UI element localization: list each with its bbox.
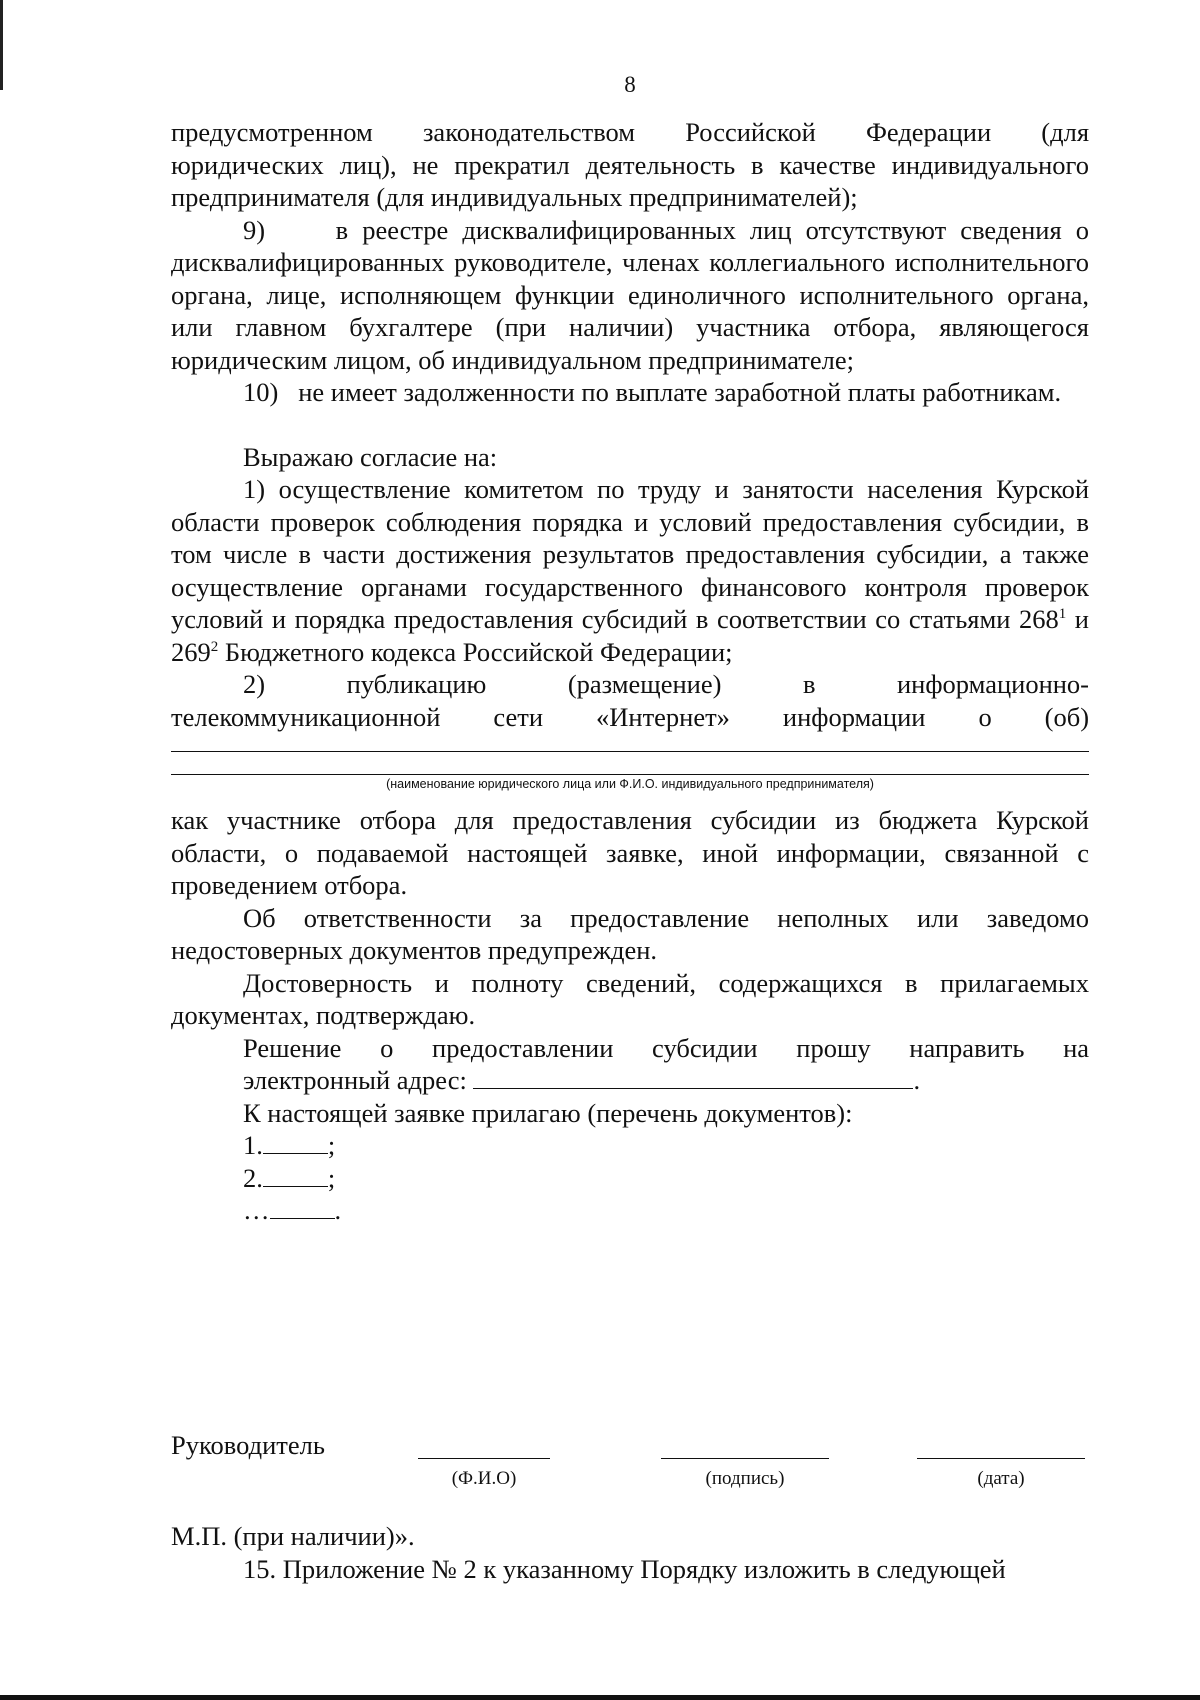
decision-word: направить — [909, 1032, 1025, 1063]
email-line — [171, 1064, 1089, 1097]
name-fill-line-2[interactable] — [171, 774, 1089, 775]
consent-word: о — [978, 701, 992, 732]
consent-word: информационно- — [896, 669, 1090, 699]
condition-text: в реестре дисквалифицированных лиц отсутствуют сведения о дисквалифицированных руководителе, членах коллегиального исполнительного органа, лице, исполняющем функции единоличного исполнительного органа, или главном бухгалтере (при наличии) участника отбора, являющегося юридическим лицом, об индивидуальном предпринимателе; — [171, 214, 1089, 375]
attachment-fill-line[interactable] — [263, 1129, 328, 1154]
decision-word: субсидии — [652, 1032, 758, 1063]
consent-word: публикацию — [346, 669, 487, 699]
name-field-caption: (наименование юридического лица или Ф.И.О. индивидуального предпринимателя) — [386, 777, 874, 791]
attachment-suffix: ; — [327, 1162, 336, 1193]
attachment-item — [171, 1129, 1089, 1162]
consent-item-2-line-2 — [171, 701, 1089, 734]
attachment-fill-line[interactable] — [263, 1162, 328, 1187]
name-fill-line-1[interactable] — [171, 751, 1089, 752]
fio-fill-line[interactable] — [418, 1458, 550, 1459]
consent-heading: Выражаю согласие на: — [243, 441, 498, 472]
attachment-suffix: ; — [327, 1130, 336, 1160]
intro-word: законодательством — [422, 117, 636, 147]
next-item-line: 15. Приложение № 2 к указанному Порядку изложить в следующей — [243, 1554, 1006, 1584]
email-label: электронный адрес: — [243, 1065, 467, 1095]
participant-paragraph: как участнике отбора для предоставления субсидии из бюджета Курской области, о подаваемой настоящей заявке, иной информации, связанной с проведением отбора. — [171, 805, 1089, 900]
attachments-heading: К настоящей заявке прилагаю (перечень документов): — [243, 1097, 853, 1128]
fio-caption: (Ф.И.О) — [451, 1468, 517, 1489]
consent-item-1-text: 1) осуществление комитетом по труду и занятости населения Курской области проверок соблюдения порядка и условий предоставления субсидии, в том числе в части достижения результатов предоставления субсидии, а также осуществление органами государственного финансового контроля проверок условий и порядка предоставления субсидий в соответствии со статьями 268 — [171, 474, 1089, 634]
consent-item-1 — [171, 473, 1089, 668]
email-end: . — [913, 1065, 921, 1095]
document-body — [171, 116, 1089, 1227]
attachment-fill-line[interactable] — [270, 1194, 335, 1219]
intro-word: Федерации — [865, 117, 992, 147]
attachment-item — [171, 1194, 1089, 1227]
consent-word: «Интернет» — [596, 701, 730, 732]
consent-word: 2) — [243, 669, 266, 699]
consent-word: (размещение) — [567, 669, 722, 699]
responsibility-paragraph: Об ответственности за предоставление неполных или заведомо недостоверных документов предупрежден. — [171, 902, 1089, 965]
intro-word: предусмотренном — [171, 117, 373, 147]
date-caption: (дата) — [977, 1468, 1025, 1489]
intro-line-1 — [171, 116, 1089, 149]
condition-10 — [171, 376, 1089, 409]
email-fill-line[interactable] — [473, 1064, 913, 1089]
consent-word: сети — [493, 701, 544, 732]
decision-line — [171, 1032, 1089, 1065]
consent-item-1-text: и 269 — [171, 604, 1089, 667]
decision-word: предоставлении — [432, 1032, 614, 1063]
superscript: 2 — [210, 638, 219, 655]
consent-word: информации — [782, 701, 926, 732]
decision-word: на — [1063, 1032, 1090, 1063]
attachment-item — [171, 1162, 1089, 1195]
attachment-prefix: 1. — [243, 1130, 263, 1160]
signature-label: Руководитель — [171, 1430, 325, 1460]
intro-word: Российской — [685, 117, 816, 147]
closing-block — [171, 1520, 1089, 1586]
consent-word: в — [802, 669, 816, 699]
stamp-line: М.П. (при наличии)». — [171, 1521, 415, 1551]
signature-block — [171, 1430, 1089, 1490]
intro-rest: юридических лиц), не прекратил деятельность в качестве индивидуального предпринимателя (для индивидуальных предпринимателей); — [171, 149, 1089, 212]
reliability-paragraph: Достоверность и полноту сведений, содержащихся в прилагаемых документах, подтверждаю. — [171, 967, 1089, 1030]
page-number: 8 — [624, 72, 636, 97]
consent-word: телекоммуникационной — [171, 701, 441, 732]
intro-word: (для — [1041, 117, 1090, 147]
condition-number: 9) — [243, 214, 266, 245]
attachment-prefix: 2. — [243, 1162, 263, 1193]
attachment-prefix: … — [243, 1195, 270, 1225]
consent-item-2-line-1 — [171, 668, 1089, 701]
consent-word: (об) — [1044, 701, 1090, 732]
condition-text: не имеет задолженности по выплате заработной платы работникам. — [298, 377, 1062, 407]
date-fill-line[interactable] — [917, 1458, 1085, 1459]
scan-edge-bottom — [0, 1695, 1200, 1700]
decision-word: Решение — [243, 1032, 342, 1063]
decision-word: о — [380, 1032, 394, 1063]
condition-number: 10) — [243, 377, 279, 407]
consent-item-1-text: Бюджетного кодекса Российской Федерации; — [218, 636, 733, 667]
superscript: 1 — [1058, 606, 1067, 623]
signature-fill-line[interactable] — [661, 1458, 829, 1459]
attachment-suffix: . — [334, 1195, 342, 1225]
decision-word: прошу — [796, 1032, 871, 1063]
signature-caption: (подпись) — [705, 1468, 785, 1489]
condition-9 — [171, 214, 1089, 377]
